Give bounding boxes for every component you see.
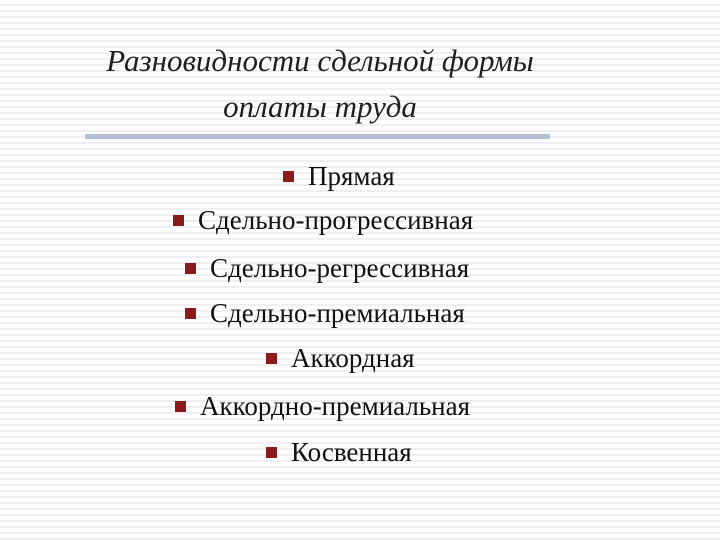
list-item-lump-sum bbox=[266, 342, 415, 374]
list-item-direct bbox=[283, 160, 395, 192]
square-bullet-icon bbox=[185, 263, 196, 274]
square-bullet-icon bbox=[266, 353, 277, 364]
title-divider bbox=[85, 134, 550, 139]
list-item-lump-sum-bonus bbox=[175, 390, 470, 422]
square-bullet-icon bbox=[266, 447, 277, 458]
list-item-label: Прямая bbox=[308, 161, 395, 191]
list-item-label: Косвенная bbox=[291, 437, 412, 467]
title-line-1: Разновидности сдельной формы bbox=[106, 43, 534, 78]
list-item-piece-regressive bbox=[185, 252, 469, 284]
square-bullet-icon bbox=[185, 308, 196, 319]
list-item-label: Аккордная bbox=[291, 343, 415, 373]
list-item-indirect bbox=[266, 436, 412, 468]
list-item-label: Сдельно-прогрессивная bbox=[198, 205, 474, 235]
square-bullet-icon bbox=[173, 215, 184, 226]
square-bullet-icon bbox=[175, 401, 186, 412]
title-line-2: оплаты труда bbox=[223, 89, 417, 124]
list-item-label: Сдельно-премиальная bbox=[210, 298, 465, 328]
square-bullet-icon bbox=[283, 171, 294, 182]
list-item-label: Аккордно-премиальная bbox=[200, 391, 471, 421]
list-item-label: Сдельно-регрессивная bbox=[210, 253, 470, 283]
list-item-piece-bonus bbox=[185, 297, 465, 329]
slide-title bbox=[60, 38, 580, 130]
list-item-piece-progressive bbox=[173, 204, 473, 236]
